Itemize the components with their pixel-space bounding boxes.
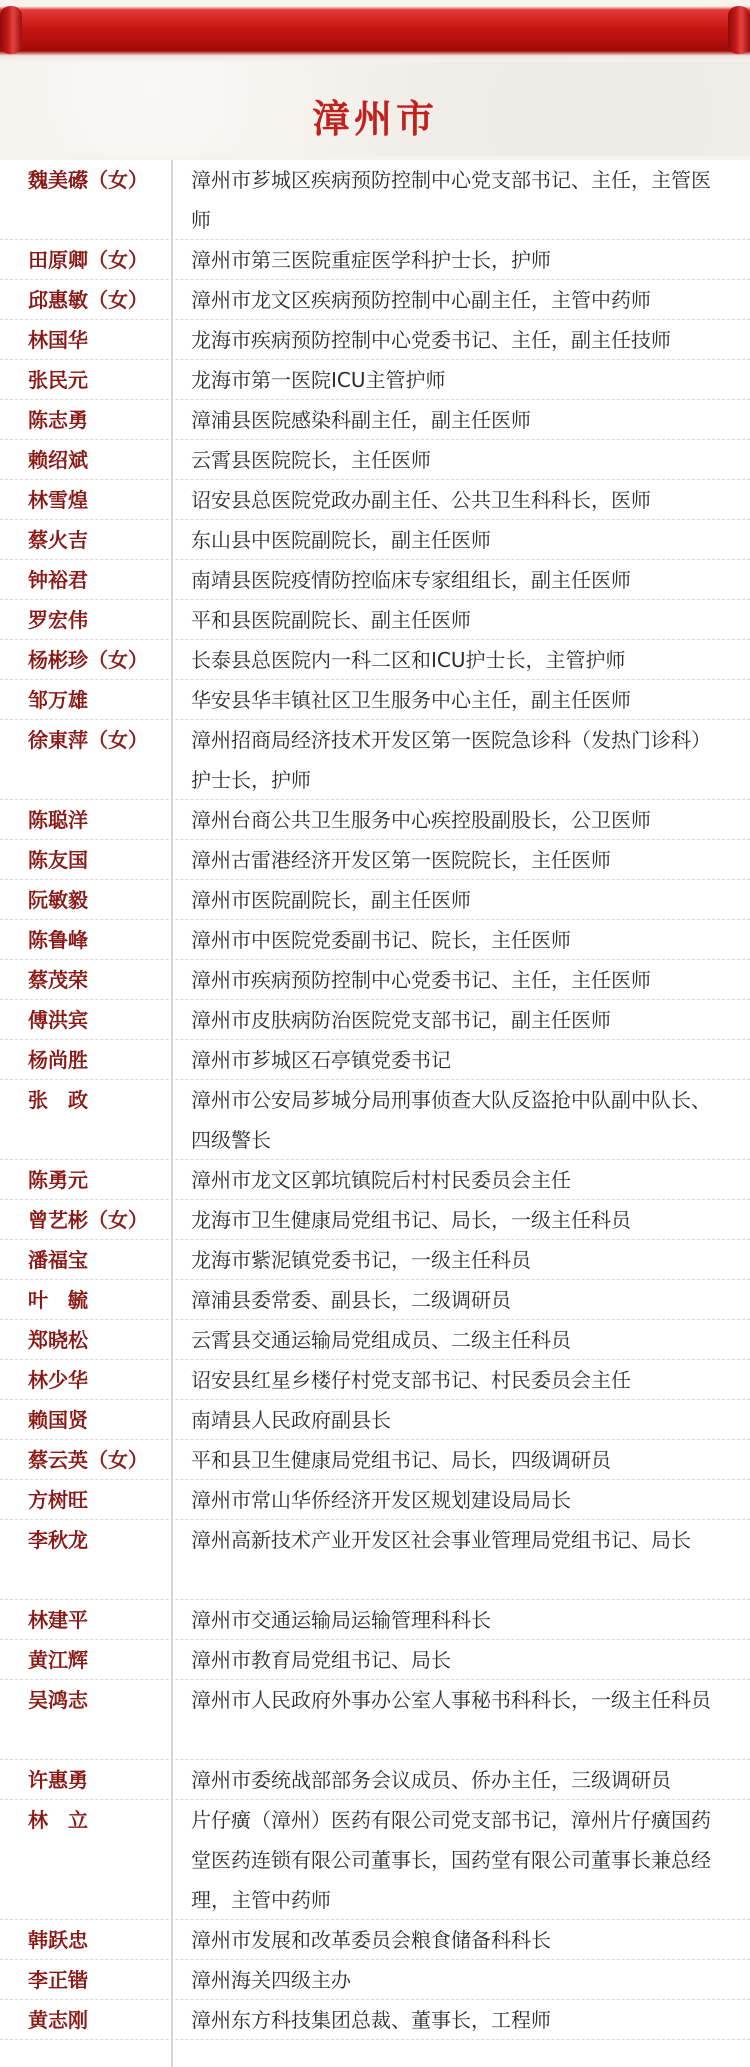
person-title: 东山县中医院副院长，副主任医师 — [191, 528, 491, 552]
person-name: 蔡茂荣 — [28, 968, 88, 992]
person-title: 龙海市紫泥镇党委书记，一级主任科员 — [191, 1248, 531, 1272]
person-title: 龙海市第一医院ICU主管护师 — [191, 368, 446, 392]
list-item — [0, 600, 750, 640]
list-item — [0, 960, 750, 1000]
person-title: 漳州市医院副院长，副主任医师 — [191, 888, 471, 912]
list-rows — [0, 160, 750, 2040]
person-title: 华安县华丰镇社区卫生服务中心主任，副主任医师 — [191, 688, 631, 712]
person-title: 诏安县红星乡楼仔村党支部书记、村民委员会主任 — [191, 1368, 631, 1392]
person-title: 漳州市交通运输局运输管理科科长 — [191, 1608, 491, 1632]
person-title: 漳州东方科技集团总裁、董事长，工程师 — [191, 2008, 551, 2032]
list-item — [0, 920, 750, 960]
list-item — [0, 1920, 750, 1960]
person-name: 黄江辉 — [28, 1648, 88, 1672]
person-title: 漳浦县委常委、副县长，二级调研员 — [191, 1288, 511, 1312]
list-item — [0, 720, 750, 800]
person-title: 漳州古雷港经济开发区第一医院院长，主任医师 — [191, 848, 611, 872]
list-item — [0, 1280, 750, 1320]
person-title: 漳州市龙文区疾病预防控制中心副主任，主管中药师 — [191, 288, 651, 312]
person-name: 罗宏伟 — [28, 608, 88, 632]
person-name: 魏美礤（女） — [28, 168, 148, 192]
person-title: 云霄县医院院长，主任医师 — [191, 448, 431, 472]
person-name: 曾艺彬（女） — [28, 1208, 148, 1232]
person-title: 漳州市人民政府外事办公室人事秘书科科长，一级主任科员 — [191, 1688, 711, 1712]
person-title: 漳州市中医院党委副书记、院长，主任医师 — [191, 928, 571, 952]
list-item — [0, 1200, 750, 1240]
list-item — [0, 280, 750, 320]
list-item — [0, 680, 750, 720]
person-title: 漳州市龙文区郭坑镇院后村村民委员会主任 — [191, 1168, 571, 1192]
list-item — [0, 1040, 750, 1080]
person-name: 陈聪洋 — [28, 808, 88, 832]
person-title: 平和县医院副院长、副主任医师 — [191, 608, 471, 632]
list-item — [0, 360, 750, 400]
person-name: 林建平 — [28, 1608, 88, 1632]
person-name: 韩跃忠 — [28, 1928, 88, 1952]
person-name: 许惠勇 — [28, 1768, 88, 1792]
list-item — [0, 560, 750, 600]
person-title: 龙海市卫生健康局党组书记、局长，一级主任科员 — [191, 1208, 631, 1232]
list-item — [0, 880, 750, 920]
person-name: 叶 毓 — [28, 1288, 88, 1312]
list-item — [0, 840, 750, 880]
person-name: 陈志勇 — [28, 408, 88, 432]
person-name: 陈勇元 — [28, 1168, 88, 1192]
person-name: 吴鸿志 — [28, 1688, 88, 1712]
person-title: 南靖县人民政府副县长 — [191, 1408, 391, 1432]
list-item — [0, 400, 750, 440]
person-name: 李秋龙 — [28, 1528, 88, 1552]
person-title: 云霄县交通运输局党组成员、二级主任科员 — [191, 1328, 571, 1352]
list-item — [0, 1320, 750, 1360]
list-item — [0, 480, 750, 520]
list-item — [0, 1440, 750, 1480]
person-name: 林雪煌 — [28, 488, 88, 512]
list-item — [0, 1680, 750, 1760]
person-name: 林少华 — [28, 1368, 88, 1392]
list-item — [0, 440, 750, 480]
list-item — [0, 1080, 750, 1160]
person-name: 潘福宝 — [28, 1248, 88, 1272]
person-name: 杨彬珍（女） — [28, 648, 148, 672]
person-name: 张民元 — [28, 368, 88, 392]
person-name: 徐東萍（女） — [28, 728, 148, 752]
person-title: 漳州市芗城区疾病预防控制中心党支部书记、主任，主管医师 — [191, 168, 711, 232]
person-title: 南靖县医院疫情防控临床专家组组长，副主任医师 — [191, 568, 631, 592]
person-title: 诏安县总医院党政办副主任、公共卫生科科长，医师 — [191, 488, 651, 512]
person-title: 长泰县总医院内一科二区和ICU护士长，主管护师 — [191, 648, 626, 672]
person-name: 林国华 — [28, 328, 88, 352]
list-item — [0, 800, 750, 840]
person-name: 蔡云英（女） — [28, 1448, 148, 1472]
person-name: 张 政 — [28, 1088, 88, 1112]
person-title: 漳州市教育局党组书记、局长 — [191, 1648, 451, 1672]
list-item — [0, 160, 750, 240]
person-name: 阮敏毅 — [28, 888, 88, 912]
person-name: 傅洪宾 — [28, 1008, 88, 1032]
person-title: 片仔癀（漳州）医药有限公司党支部书记，漳州片仔癀国药堂医药连锁有限公司董事长，国药堂有限公司董事长兼总经理，主管中药师 — [191, 1808, 711, 1912]
person-title: 漳州市疾病预防控制中心党委书记、主任，主任医师 — [191, 968, 651, 992]
person-title: 漳州台商公共卫生服务中心疾控股副股长，公卫医师 — [191, 808, 651, 832]
person-name: 郑晓松 — [28, 1328, 88, 1352]
list-item — [0, 1760, 750, 1800]
person-name: 林 立 — [28, 1808, 88, 1832]
person-name: 方树旺 — [28, 1488, 88, 1512]
list-item — [0, 1480, 750, 1520]
list-item — [0, 1520, 750, 1600]
honor-list — [0, 160, 750, 2067]
person-name: 杨尚胜 — [28, 1048, 88, 1072]
person-title: 漳州市第三医院重症医学科护士长，护师 — [191, 248, 551, 272]
list-item — [0, 1600, 750, 1640]
list-item — [0, 240, 750, 280]
person-title: 漳州招商局经济技术开发区第一医院急诊科（发热门诊科）护士长，护师 — [191, 728, 711, 792]
list-item — [0, 520, 750, 560]
list-item — [0, 1400, 750, 1440]
person-name: 邱惠敏（女） — [28, 288, 148, 312]
page-title: 漳州市 — [311, 96, 438, 141]
scroll-cap-left — [0, 6, 22, 54]
person-name: 邹万雄 — [28, 688, 88, 712]
list-item — [0, 1160, 750, 1200]
person-name: 黄志刚 — [28, 2008, 88, 2032]
list-item — [0, 2000, 750, 2040]
list-item — [0, 1800, 750, 1920]
person-title: 漳州海关四级主办 — [191, 1968, 351, 1992]
person-name: 李正锴 — [28, 1968, 88, 1992]
list-item — [0, 1000, 750, 1040]
person-title: 漳州市皮肤病防治医院党支部书记，副主任医师 — [191, 1008, 611, 1032]
scroll-banner — [0, 0, 750, 62]
person-name: 赖国贤 — [28, 1408, 88, 1432]
list-item — [0, 320, 750, 360]
person-title: 龙海市疾病预防控制中心党委书记、主任，副主任技师 — [191, 328, 671, 352]
list-item — [0, 1360, 750, 1400]
list-item — [0, 1960, 750, 2000]
person-title: 漳州市常山华侨经济开发区规划建设局局长 — [191, 1488, 571, 1512]
person-name: 陈友国 — [28, 848, 88, 872]
list-item — [0, 1240, 750, 1280]
person-title: 漳州市委统战部部务会议成员、侨办主任，三级调研员 — [191, 1768, 671, 1792]
list-item — [0, 1640, 750, 1680]
person-title: 漳州高新技术产业开发区社会事业管理局党组书记、局长 — [191, 1528, 691, 1552]
person-title: 漳州市发展和改革委员会粮食储备科科长 — [191, 1928, 551, 1952]
person-name: 蔡火吉 — [28, 528, 88, 552]
person-name: 赖绍斌 — [28, 448, 88, 472]
list-item — [0, 640, 750, 680]
person-name: 陈鲁峰 — [28, 928, 88, 952]
person-title: 平和县卫生健康局党组书记、局长，四级调研员 — [191, 1448, 611, 1472]
person-title: 漳浦县医院感染科副主任，副主任医师 — [191, 408, 531, 432]
person-title: 漳州市公安局芗城分局刑事侦查大队反盗抢中队副中队长、四级警长 — [191, 1088, 711, 1152]
person-name: 钟裕君 — [28, 568, 88, 592]
person-name: 田原卿（女） — [28, 248, 148, 272]
scroll-cap-right — [728, 6, 750, 54]
person-title: 漳州市芗城区石亭镇党委书记 — [191, 1048, 451, 1072]
